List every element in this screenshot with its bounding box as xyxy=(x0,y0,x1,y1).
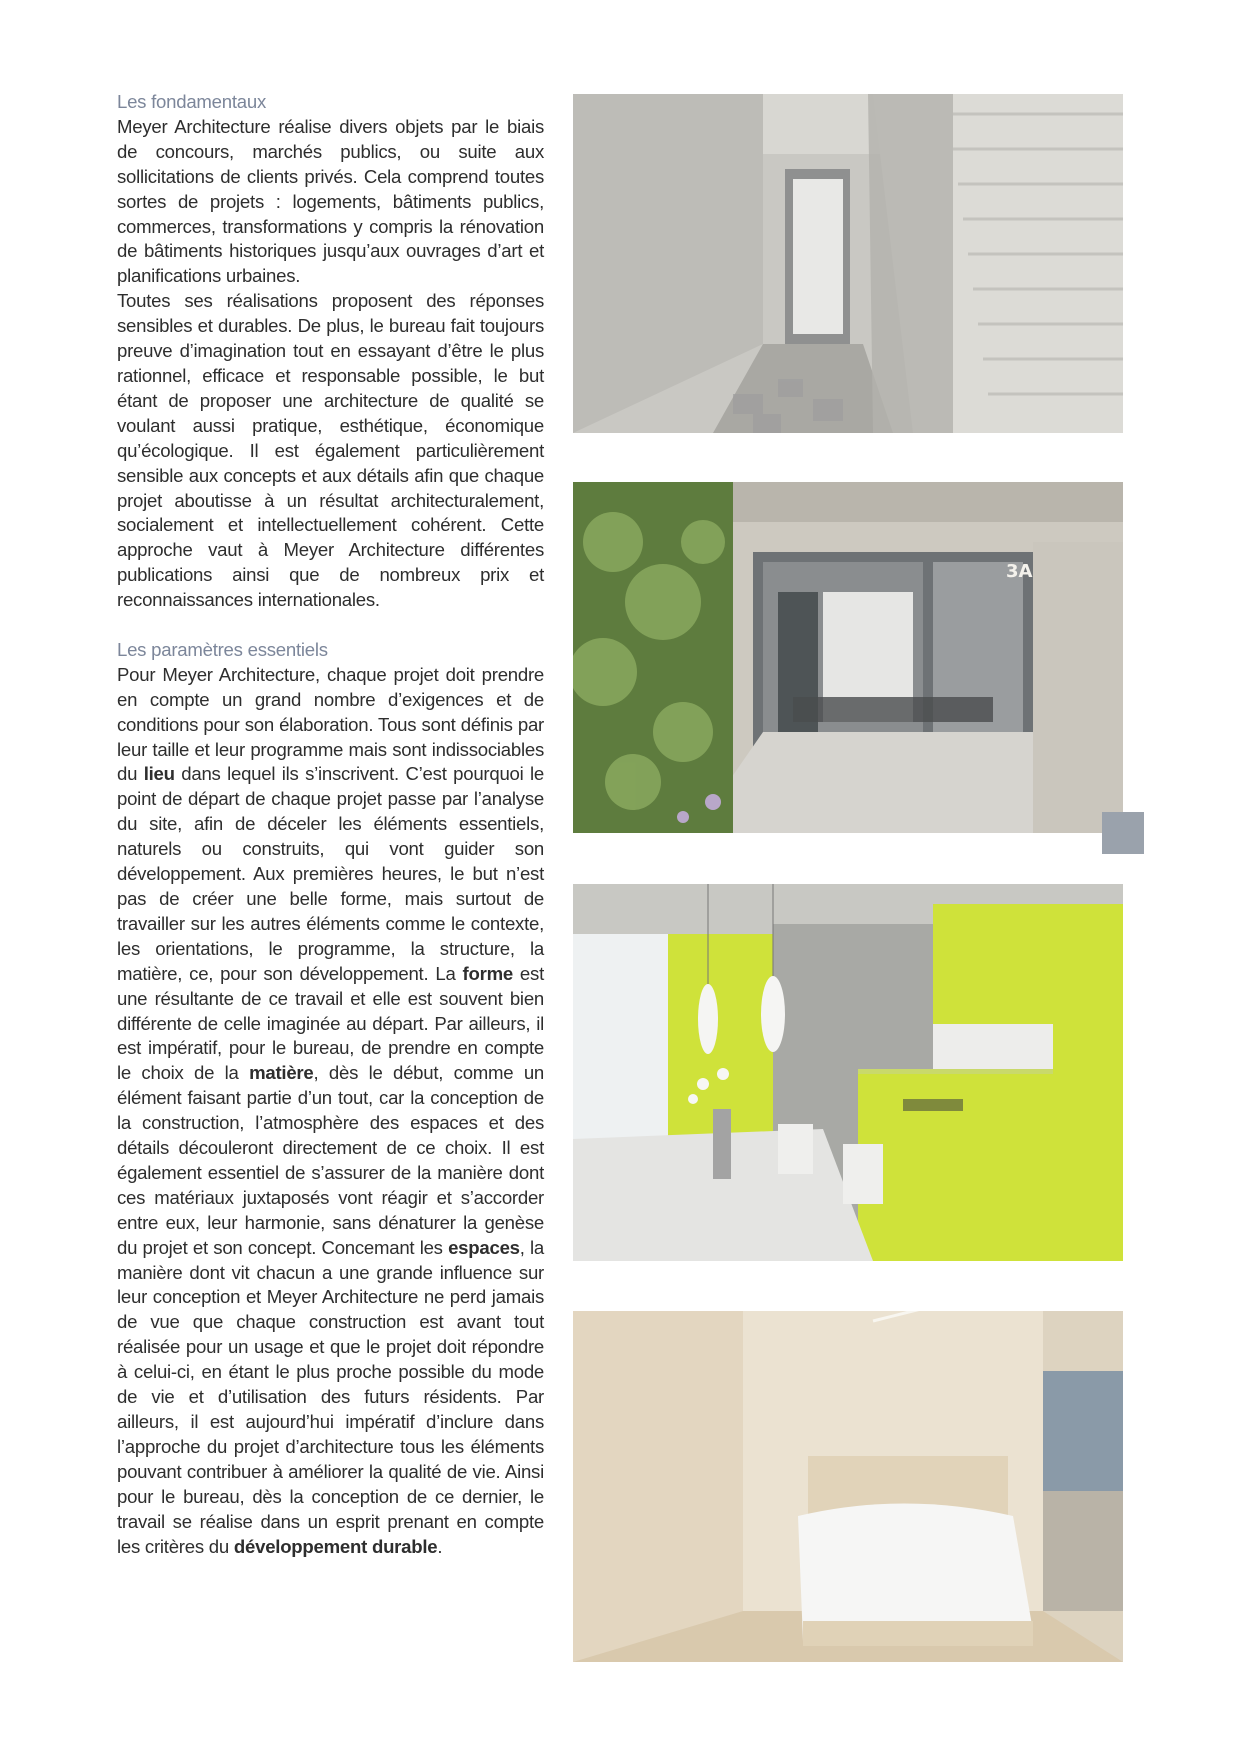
text-column xyxy=(117,90,544,1559)
text-run: dans lequel ils s’inscrivent. C’est pourquoi le point de départ de chaque projet passe par l’analyse du site, afin de déceler les éléments essentiels, naturels ou construits, qui vont guider son développement. Aux premières heures, le but n’est pas de créer une belle forme, mais surtout de travailler sur les autres éléments comme le contexte, les orientations, le programme, la structure, la matière, ce, pour son développement. La xyxy=(117,763,544,984)
keyword-matiere: matière xyxy=(249,1062,314,1084)
paragraph-parametres xyxy=(117,663,544,1560)
keyword-lieu: lieu xyxy=(143,763,175,785)
text-run: , la manière dont vit chacun a une grande influence sur leur conception et Meyer Architecture ne perd jamais de vue que chaque construction est avant tout réalisée pour un usage et que le projet doit répondre à celui-ci, en étant le plus proche possible du mode de vie et d’utilisation des futurs résidents. Par ailleurs, il est aujourd’hui impératif d’inclure dans l’approche du projet d’architecture tous les éléments pouvant contribuer à améliorer la qualité de vie. Ainsi pour le bureau, dès la conception de ce dernier, le travail se réalise dans un esprit prenant en compte les critères du xyxy=(117,1236,544,1557)
text-run: est une résultante de ce travail et elle est souvent bien différente de celle imaginée au départ. Par ailleurs, il est impératif, pour le bureau, de prendre en compte le choix de la xyxy=(117,962,544,1084)
entrance-number-label: 3A xyxy=(1006,561,1033,582)
page-marker-tab xyxy=(1102,812,1144,854)
keyword-developpement-durable: développement durable xyxy=(233,1535,438,1557)
section-heading-fondamentaux: Les fondamentaux xyxy=(117,91,266,112)
keyword-espaces: espaces xyxy=(448,1236,520,1258)
photo-stairwell-corridor xyxy=(573,94,1123,433)
photo-kitchen-dining xyxy=(573,884,1123,1261)
text-run: , dès le début, comme un élément faisant partie d’un tout, car la conception de la construction, l’atmosphère des espaces et des détails découleront directement de ce choix. Il est également essentiel de s’assurer de la manière dont ces matériaux juxtaposés vont réagir et s’accorder entre eux, leur harmonie, sans dénaturer la genèse du projet et son concept. Concemant les xyxy=(117,1062,544,1258)
text-run: . xyxy=(437,1535,443,1557)
text-run: Pour Meyer Architecture, chaque projet doit prendre en compte un grand nombre d’exigences et de conditions pour son élaboration. Tous sont définis par leur taille et leur programme mais sont indissociables du xyxy=(117,663,544,785)
keyword-forme: forme xyxy=(462,962,513,984)
section-heading-parametres: Les paramètres essentiels xyxy=(117,638,328,660)
paragraph-fondamentaux-2: Toutes ses réalisations proposent des réponses sensibles et durables. De plus, le bureau fait toujours preuve d’imagination tout en essayant d’être le plus rationnel, efficace et responsable possible, le but étant de proposer une architecture de qualité se voulant aussi pratique, esthétique, économique qu’écologique. Il est également particulièrement sensible aux concepts et aux détails afin que chaque projet aboutisse à un résultat architecturalement, socialement et intellectuellement cohérent. Cette approche vaut à Meyer Architecture différentes publications ainsi que de nombreux prix et reconnaissances internationales. xyxy=(117,290,544,611)
photo-entrance-3a xyxy=(573,482,1123,833)
photo-bedroom xyxy=(573,1311,1123,1662)
paragraph-fondamentaux-1: Meyer Architecture réalise divers objets par le biais de concours, marchés publics, ou suite aux sollicitations de clients privés. Cela comprend toutes sortes de projets : logements, bâtiments publics, commerces, transformations y compris la rénovation de bâtiments historiques jusqu’aux ouvrages d’art et planifications urbaines. xyxy=(117,115,544,287)
paragraph-spacer xyxy=(117,613,544,638)
